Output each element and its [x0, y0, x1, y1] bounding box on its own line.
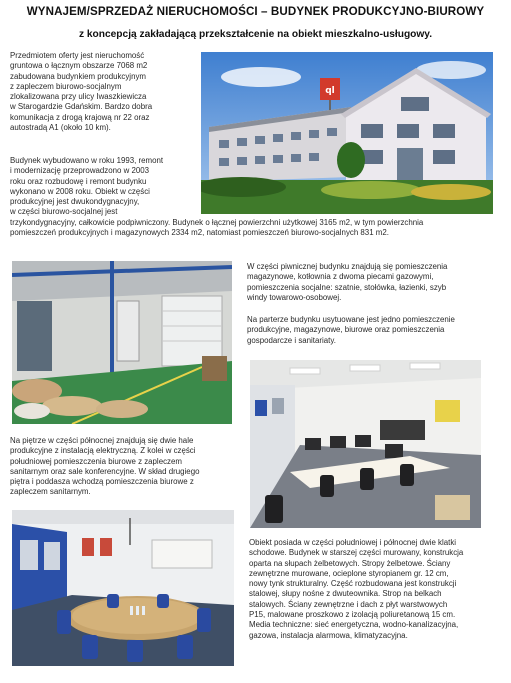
- text-line: nowy tynk strukturalny. Część rozbudowana jest konstrukcji: [249, 579, 457, 589]
- text-line: stalowych. Ściany zewnętrzne i dach z płyt warstwowych: [249, 599, 448, 609]
- text-line: stalowej, słupy nośne z dwuteownika. Strop na belkach: [249, 589, 442, 599]
- text-line: południowej pomieszczenia biurowe z zapleczem: [10, 456, 182, 466]
- text-line: magazynowe, kotłownia z dwoma piecami gazowymi,: [247, 272, 434, 282]
- text-line: produkcyjnej jest dwukondygnacyjny,: [10, 197, 140, 207]
- page-title: WYNAJEM/SPRZEDAŻ NIERUCHOMOŚCI – BUDYNEK PRODUKCYJNO-BIUROWY: [26, 5, 485, 18]
- text-line: sanitarnym oraz sale konferencyjne. W skład drugiego: [10, 466, 200, 476]
- history-paragraph-continued: [10, 218, 505, 239]
- production-hall-photo: [12, 261, 232, 424]
- text-line: w Starogardzie Gdańskim. Bardzo dobra: [10, 102, 153, 112]
- text-line: i modernizację przeprowadzono w 2003: [10, 166, 150, 176]
- page-subtitle: z koncepcją zakładającą przekształcenie na obiekt mieszkalno-usługowy.: [78, 29, 433, 40]
- text-line: Na piętrze w części północnej znajdują się dwie hale: [10, 436, 194, 445]
- conference-room-photo: [12, 510, 234, 666]
- text-line: oparta na słupach żelbetowych. Stropy żelbetowe. Ściany: [249, 558, 451, 568]
- text-line: w części biurowo-socjalnej jest: [10, 207, 118, 217]
- text-line: schodowe. Budynek w starszej części murowany, konstrukcja: [249, 548, 464, 558]
- text-line: zewnętrzne murowane, ocieplone styropianem gr. 12 cm,: [249, 568, 449, 578]
- text-line: produkcyjne, magazynowe, biurowe oraz pomieszczenia: [247, 325, 445, 335]
- company-sign-text: ql: [325, 86, 335, 96]
- text-line: Na parterze budynku usytuowane jest jedno pomieszczenie: [247, 315, 455, 324]
- text-line: gospodarcze i sanitariaty.: [247, 335, 336, 345]
- text-line: gazowa, instalacja alarmowa, klimatyzacyjna.: [249, 630, 408, 640]
- text-line: Przedmiotem oferty jest nieruchomość: [10, 51, 145, 60]
- text-line: wykonano w 2008 roku. Obiekt w części: [10, 186, 150, 196]
- text-line: trzykondygnacyjny, całkowicie podpiwniczony. Budynek o łącznej powierzchni użytkowej 3165 m2, w tym powierzchnia: [10, 218, 424, 227]
- text-line: piętra i poddasza wchodzą pomieszczenia biurowe z: [10, 477, 194, 487]
- text-line: pomieszczenia socjalne: szatnie, stołówka, łazienki, szyb: [247, 282, 447, 292]
- text-line: autostradą A1 (około 10 km).: [10, 123, 111, 133]
- intro-paragraph: [10, 51, 200, 133]
- text-line: W części piwnicznej budynku znajdują się pomieszczenia: [247, 262, 448, 271]
- text-line: Budynek wybudowano w roku 1993, remont: [10, 156, 164, 165]
- building-exterior-photo: [201, 52, 493, 214]
- text-line: zapleczem sanitarnym.: [10, 487, 91, 497]
- construction-paragraph: [249, 538, 507, 641]
- text-line: windy towarowo-osobowej.: [247, 292, 342, 302]
- text-line: z zapleczem biurowo-socjalnym: [10, 81, 122, 91]
- text-line: Media techniczne: sieć energetyczna, wodno-kanalizacyjna,: [249, 620, 459, 630]
- text-line: P15, malowane proszkowo z izolacją poliuretanową 15 cm.: [249, 610, 456, 620]
- basement-paragraph: [247, 262, 507, 303]
- open-office-photo: [250, 360, 481, 528]
- text-line: Obiekt posiada w części południowej i północnej dwie klatki: [249, 538, 457, 547]
- text-line: produkcyjne z instalacją elektryczną. Z kolei w części: [10, 446, 196, 456]
- text-line: roku oraz rozbudowę i remont budynku: [10, 176, 147, 186]
- ground-floor-paragraph: [247, 315, 507, 346]
- text-line: pomieszczeń produkcyjnych i magazynowych 2334 m2, natomiast pomieszczeń biurowo-socjalnych 831 m2.: [10, 228, 389, 238]
- text-line: zlokalizowana przy ulicy Iwaszkiewicza: [10, 92, 147, 102]
- text-line: gruntowa o łącznym obszarze 7068 m2: [10, 61, 148, 71]
- first-floor-paragraph: [10, 436, 245, 498]
- text-line: zabudowana budynkiem produkcyjnym: [10, 71, 146, 81]
- text-line: komunikacja z drogą krajową nr 22 oraz: [10, 112, 150, 122]
- history-paragraph: [10, 156, 200, 218]
